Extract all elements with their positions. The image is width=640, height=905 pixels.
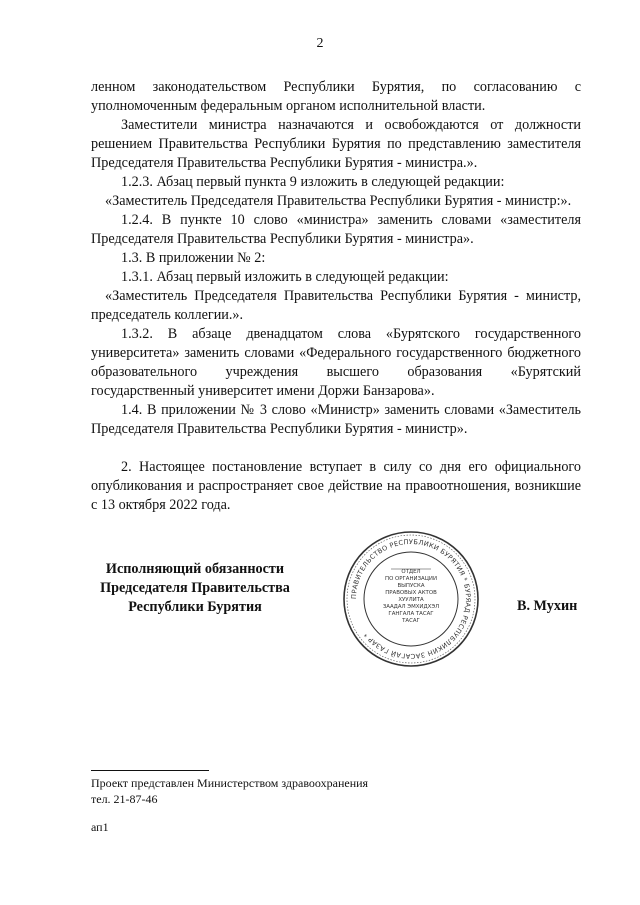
- paragraph-quote-2: «Заместитель Председателя Правительства Республики Бурятия - министр, председатель коллегии.».: [91, 288, 581, 323]
- seal-center-line: ТАСАГ: [402, 618, 420, 624]
- paragraph-2-effective-date: 2. Настоящее постановление вступает в силу со дня его официального опубликования и распространяет свое действие на правоотношения, возникшие с 13 октября 2022 года.: [91, 459, 581, 513]
- document-body: [91, 78, 581, 515]
- seal-center-line: ГАНГАЛА ТАСАГ: [388, 611, 434, 617]
- signatory-title-line: Председателя Правительства: [100, 580, 290, 596]
- paragraph-1-2-3: 1.2.3. Абзац первый пункта 9 изложить в следующей редакции:: [121, 174, 505, 190]
- paragraph-deputies: Заместители министра назначаются и освобождаются от должности решением Правительства Республики Бурятия по представлению заместителя Председателя Правительства Республики Бурятия - министра.».: [91, 117, 581, 171]
- paragraph-1-3-2: 1.3.2. В абзаце двенадцатом слова «Бурятского государственного университета» заменить словами «Федерального государственного бюджетного образовательного учреждения высшего образования «Бурятский государственный университет имени Доржи Банзарова».: [91, 326, 581, 399]
- paragraph-1-2-4: 1.2.4. В пункте 10 слово «министра» заменить словами «заместителя Председателя Правительства Республики Бурятия - министра».: [91, 212, 581, 247]
- seal-center-line: ЗААДАЛ ЭМХИДХЭЛ: [382, 604, 440, 610]
- seal-center-line: ХУУЛИТА: [398, 597, 424, 603]
- paragraph-quote-1: «Заместитель Председателя Правительства Республики Бурятия - министр:».: [105, 193, 572, 209]
- paragraph-1-4: 1.4. В приложении № 3 слово «Министр» заменить словами «Заместитель Председателя Правительства Республики Бурятия - министр».: [91, 402, 581, 437]
- document-code: ап1: [91, 820, 109, 834]
- seal-center-line: ОТДЕЛ: [401, 569, 421, 575]
- seal-center-line: ПРАВОВЫХ АКТОВ: [385, 590, 437, 596]
- page-number: 2: [316, 36, 324, 51]
- signatory-title: [90, 560, 300, 617]
- signatory-title-line: Республики Бурятия: [128, 599, 262, 615]
- seal-ring-text: ПРАВИТЕЛЬСТВО РЕСПУБЛИКИ БУРЯТИЯ * БУРЯАД РЕСПУБЛИКИН ЗАСАГАЙ ГАЗАР *: [349, 537, 473, 661]
- seal-center-line: ПО ОРГАНИЗАЦИИ: [385, 576, 437, 582]
- paragraph-1-3-1: 1.3.1. Абзац первый изложить в следующей редакции:: [121, 269, 449, 285]
- signatory-title-line: Исполняющий обязанности: [105, 561, 285, 577]
- paragraph-1-3: 1.3. В приложении № 2:: [121, 250, 266, 266]
- seal-center-line: ВЫПУСКА: [397, 583, 425, 589]
- footnote-divider: [91, 770, 209, 771]
- paragraph-continuation: ленном законодательством Республики Бурятия, по согласованию с уполномоченным федеральным органом исполнительной власти.: [91, 79, 581, 114]
- footnote-phone: тел. 21-87-46: [91, 792, 158, 806]
- signatory-name: В. Мухин: [517, 598, 578, 614]
- official-seal: [341, 529, 481, 669]
- footnote: [91, 775, 368, 807]
- footnote-prepared-by: Проект представлен Министерством здравоохранения: [91, 776, 369, 790]
